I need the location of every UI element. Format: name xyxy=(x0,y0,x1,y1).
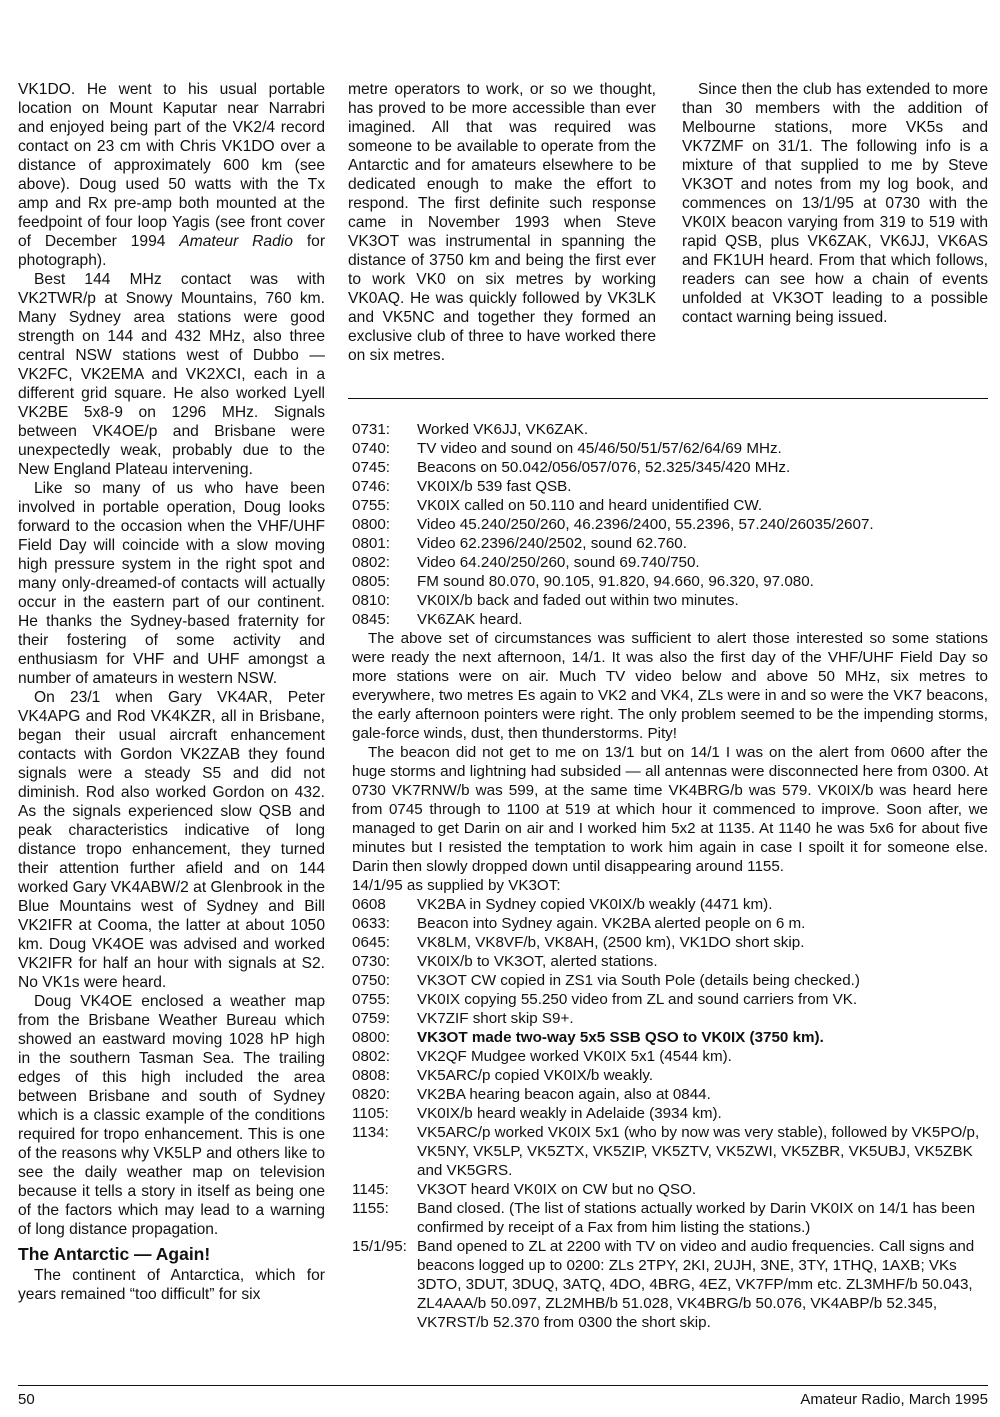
paragraph: VK1DO. He went to his usual portable location on Mount Kaputar near Narrabri and enjoyed being part of the VK2/4 record contact on 23 cm with Chris VK1DO over a distance of approximately 600 km (see above). Doug used 50 watts with the Tx amp and Rx pre-amp both mounted at the feedpoint of four loop Yagis (see front cover of December 1994 Amateur Radio for photograph). xyxy=(18,81,326,269)
log-time: 0800: xyxy=(352,1029,391,1046)
log-text: Band closed. (The list of stations actually worked by Darin VK0IX on 14/1 has been confirmed by receipt of a Fax from him listing the stations.) xyxy=(417,1200,976,1236)
log-entry xyxy=(352,1085,988,1104)
log-time: 0645: xyxy=(352,934,391,951)
log-time: 0731: xyxy=(352,421,391,438)
log-entry xyxy=(352,1009,988,1028)
log-time: 0800: xyxy=(352,516,391,533)
log-entry xyxy=(352,933,988,952)
column-left xyxy=(18,80,325,1304)
log-entry xyxy=(352,1237,988,1332)
log-time: 0745: xyxy=(352,459,391,476)
magazine-title: Amateur Radio xyxy=(179,233,293,250)
log-text: VK3OT heard VK0IX on CW but no QSO. xyxy=(417,1181,697,1198)
log-entry xyxy=(352,553,988,572)
log-text: Beacon into Sydney again. VK2BA alerted people on 6 m. xyxy=(417,915,806,932)
log-text: Video 64.240/250/260, sound 69.740/750. xyxy=(417,554,700,571)
log-time: 0805: xyxy=(352,573,391,590)
log-time: 0633: xyxy=(352,915,391,932)
log-text: VK8LM, VK8VF/b, VK8AH, (2500 km), VK1DO short skip. xyxy=(417,934,805,951)
paragraph: The continent of Antarctica, which for years remained “too difficult” for six xyxy=(18,1267,325,1303)
log-text: VK0IX copying 55.250 video from ZL and sound carriers from VK. xyxy=(417,991,858,1008)
log-time: 0608 xyxy=(352,896,386,913)
log-text: VK2BA in Sydney copied VK0IX/b weakly (4471 km). xyxy=(417,896,773,913)
log-time: 0801: xyxy=(352,535,391,552)
log-entry xyxy=(352,591,988,610)
log-entry xyxy=(352,1123,988,1180)
column-middle xyxy=(348,80,656,365)
log-text: VK5ARC/p copied VK0IX/b weakly. xyxy=(417,1067,654,1084)
page-number: 50 xyxy=(18,1391,35,1408)
log-section xyxy=(352,420,988,1332)
log-time: 0755: xyxy=(352,991,391,1008)
log-text: VK5ARC/p worked VK0IX 5x1 (who by now was very stable), followed by VK5PO/p, VK5NY, VK5LP, VK5ZTX, VK5ZIP, VK5ZTV, VK5ZWI, VK5ZBR, VK5UBJ, VK5ZBK and VK5GRS. xyxy=(417,1124,980,1179)
log-text: Video 62.2396/240/2502, sound 62.760. xyxy=(417,535,687,552)
log-time: 0750: xyxy=(352,972,391,989)
footer-divider xyxy=(18,1385,988,1386)
log-entry xyxy=(352,1104,988,1123)
log-time: 0740: xyxy=(352,440,391,457)
log-entry xyxy=(352,439,988,458)
log-text: VK0IX/b back and faded out within two minutes. xyxy=(417,592,739,609)
log-text: VK6ZAK heard. xyxy=(417,611,523,628)
log-entry xyxy=(352,1047,988,1066)
log-time: 1105: xyxy=(352,1105,389,1122)
log-entry xyxy=(352,952,988,971)
log-entry xyxy=(352,496,988,515)
log-subheading: 14/1/95 as supplied by VK3OT: xyxy=(352,877,561,894)
log-time: 1145: xyxy=(352,1181,389,1198)
log-text: Beacons on 50.042/056/057/076, 52.325/345/420 MHz. xyxy=(417,459,791,476)
log-entry xyxy=(352,990,988,1009)
log-entry xyxy=(352,1180,988,1199)
log-text: VK0IX/b to VK3OT, alerted stations. xyxy=(417,953,658,970)
paragraph: metre operators to work, or so we thought, has proved to be more accessible than ever imagined. All that was required was someone to be available to operate from the Antarctic and for amateurs elsewhere to be dedicated enough to make the effort to respond. The first definite such response came in November 1993 when Steve VK3OT was instrumental in spanning the distance of 3750 km and being the first ever to work VK0 on six metres by working VK0AQ. He was quickly followed by VK3LK and VK5NC and together they formed an exclusive club of three to have worked there on six metres. xyxy=(348,81,656,364)
log-time: 0730: xyxy=(352,953,391,970)
column-right xyxy=(682,80,988,327)
log-time: 0810: xyxy=(352,592,391,609)
log-time: 0808: xyxy=(352,1067,391,1084)
log-text: VK3OT made two-way 5x5 SSB QSO to VK0IX (3750 km). xyxy=(417,1029,824,1046)
log-time: 0845: xyxy=(352,611,391,628)
log-text: Worked VK6JJ, VK6ZAK. xyxy=(417,421,589,438)
log-entry xyxy=(352,515,988,534)
log-text: VK0IX/b heard weakly in Adelaide (3934 km). xyxy=(417,1105,722,1122)
log-entry xyxy=(352,610,988,629)
log-text: VK0IX/b 539 fast QSB. xyxy=(417,478,572,495)
divider xyxy=(348,398,988,399)
log-list-13-jan xyxy=(352,420,988,629)
log-entry xyxy=(352,895,988,914)
paragraph: The above set of circumstances was sufficient to alert those interested so some stations were ready the next afternoon, 14/1. It was also the first day of the VHF/UHF Field Day so more stations were on air. Much TV video below and above 50 MHz, six metres to everywhere, two metres Es again to VK2 and VK4, ZLs were in and so were the VK7 beacons, the early afternoon pointers were right. The only problem seemed to be the impending storms, gale-force winds, dust, then thunderstorms. Pity! xyxy=(352,630,988,742)
section-heading: The Antarctic — Again! xyxy=(18,1244,211,1264)
log-list-14-jan xyxy=(352,895,988,1332)
log-text: FM sound 80.070, 90.105, 91.820, 94.660, 96.320, 97.080. xyxy=(417,573,814,590)
paragraph: On 23/1 when Gary VK4AR, Peter VK4APG and Rod VK4KZR, all in Brisbane, began their usual aircraft enhancement contacts with Gordon VK2ZAB they found signals were a steady S5 and did not diminish. Rod also worked Gordon on 432. As the signals experienced slow QSB and peak characteristics indicative of long distance tropo enhancement, they turned their attention further afield and on 144 worked Gary VK4ABW/2 at Glenbrook in the Blue Mountains west of Sydney and Bill VK2IFR at Cooma, the latter at about 1050 km. Doug VK4OE was advised and worked VK2IFR for half an hour with signals at S2. No VK1s were heard. xyxy=(18,689,325,991)
log-entry xyxy=(352,914,988,933)
log-entry xyxy=(352,1028,988,1047)
log-time: 15/1/95: xyxy=(352,1238,407,1255)
log-text: VK0IX called on 50.110 and heard unidentified CW. xyxy=(417,497,763,514)
paragraph: Like so many of us who have been involved in portable operation, Doug looks forward to the occasion when the VHF/UHF Field Day will coincide with a slow moving high pressure system in the right spot and many only-dreamed-of contacts will actually occur in the eastern part of our continent. He thanks the Sydney-based fraternity for their fostering of some activity and enthusiasm for VHF and UHF amongst a number of amateurs in western NSW. xyxy=(18,480,325,687)
log-text: TV video and sound on 45/46/50/51/57/62/64/69 MHz. xyxy=(417,440,782,457)
log-time: 0820: xyxy=(352,1086,391,1103)
log-entry xyxy=(352,971,988,990)
log-text: Band opened to ZL at 2200 with TV on video and audio frequencies. Call signs and beacons logged up to 0200: ZLs 2TPY, 2KI, 2UJH, 3NE, 3TY, 1THQ, 1AXB; VKs 3DTO, 3DUT, 3DUQ, 3ATQ, 4DO, 4BRG, 4EZ, VK7FP/mm etc. ZL3MHF/b 50.043, ZL4AAA/b 50.097, ZL2MHB/b 51.028, VK4BRG/b 50.076, VK4ABP/b 52.345, VK7RST/b 52.370 from 0300 the short skip. xyxy=(417,1238,975,1331)
log-time: 0755: xyxy=(352,497,391,514)
paragraph: Doug VK4OE enclosed a weather map from the Brisbane Weather Bureau which showed an eastward moving 1028 hP high in the southern Tasman Sea. The trailing edges of this high included the area between Brisbane and south of Sydney which is a classic example of the conditions required for tropo enhancement. This is one of the reasons why VK5LP and others like to see the daily weather map on television because it tells a story in itself as being one of the factors which may lead to a warning of long distance propagation. xyxy=(18,993,325,1238)
log-time: 1134: xyxy=(352,1124,389,1141)
paragraph: The beacon did not get to me on 13/1 but on 14/1 I was on the alert from 0600 after the huge storms and lightning had subsided — all antennas were disconnected here from 0300. At 0730 VK7RNW/b was 599, at the same time VK4BRG/b was 579. VK0IX/b was heard here from 0745 through to 1100 at 519 at which hour it commenced to improve. Soon after, we managed to get Darin on air and I worked him 5x2 at 1135. At 1140 he was 5x6 for about five minutes but I resisted the temptation to work him again in case I spoilt it for someone else. Darin then slowly dropped down until disappearing around 1155. xyxy=(352,744,988,875)
log-entry xyxy=(352,420,988,439)
log-entry xyxy=(352,458,988,477)
log-text: VK7ZIF short skip S9+. xyxy=(417,1010,574,1027)
log-entry xyxy=(352,534,988,553)
log-text: VK2QF Mudgee worked VK0IX 5x1 (4544 km). xyxy=(417,1048,732,1065)
log-time: 0746: xyxy=(352,478,391,495)
log-time: 0759: xyxy=(352,1010,391,1027)
log-text: Video 45.240/250/260, 46.2396/2400, 55.2396, 57.240/26035/2607. xyxy=(417,516,874,533)
log-time: 1155: xyxy=(352,1200,389,1217)
log-time: 0802: xyxy=(352,554,391,571)
log-text: VK2BA hearing beacon again, also at 0844. xyxy=(417,1086,711,1103)
log-time: 0802: xyxy=(352,1048,391,1065)
log-entry xyxy=(352,1199,988,1237)
footer-title: Amateur Radio, March 1995 xyxy=(800,1391,988,1408)
log-entry xyxy=(352,477,988,496)
paragraph: Best 144 MHz contact was with VK2TWR/p at Snowy Mountains, 760 km. Many Sydney area stations were good strength on 144 and 432 MHz, also three central NSW stations west of Dubbo — VK2FC, VK2EMA and VK2XCI, each in a different grid square. He also worked Lyell VK2BE 5x8-9 on 1296 MHz. Signals between VK4OE/p and Brisbane were unexpectedly weak, probably due to the New England Plateau intervening. xyxy=(18,271,325,478)
log-text: VK3OT CW copied in ZS1 via South Pole (details being checked.) xyxy=(417,972,860,989)
log-entry xyxy=(352,1066,988,1085)
paragraph: Since then the club has extended to more than 30 members with the addition of Melbourne stations, more VK5s and VK7ZMF on 31/1. The following info is a mixture of that supplied to me by Steve VK3OT and notes from my log book, and commences on 13/1/95 at 0730 with the VK0IX beacon varying from 319 to 519 with rapid QSB, plus VK6ZAK, VK6JJ, VK6AS and FK1UH heard. From that which follows, readers can see how a chain of events unfolded at VK3OT leading to a possible contact warning being issued. xyxy=(682,81,988,326)
log-entry xyxy=(352,572,988,591)
